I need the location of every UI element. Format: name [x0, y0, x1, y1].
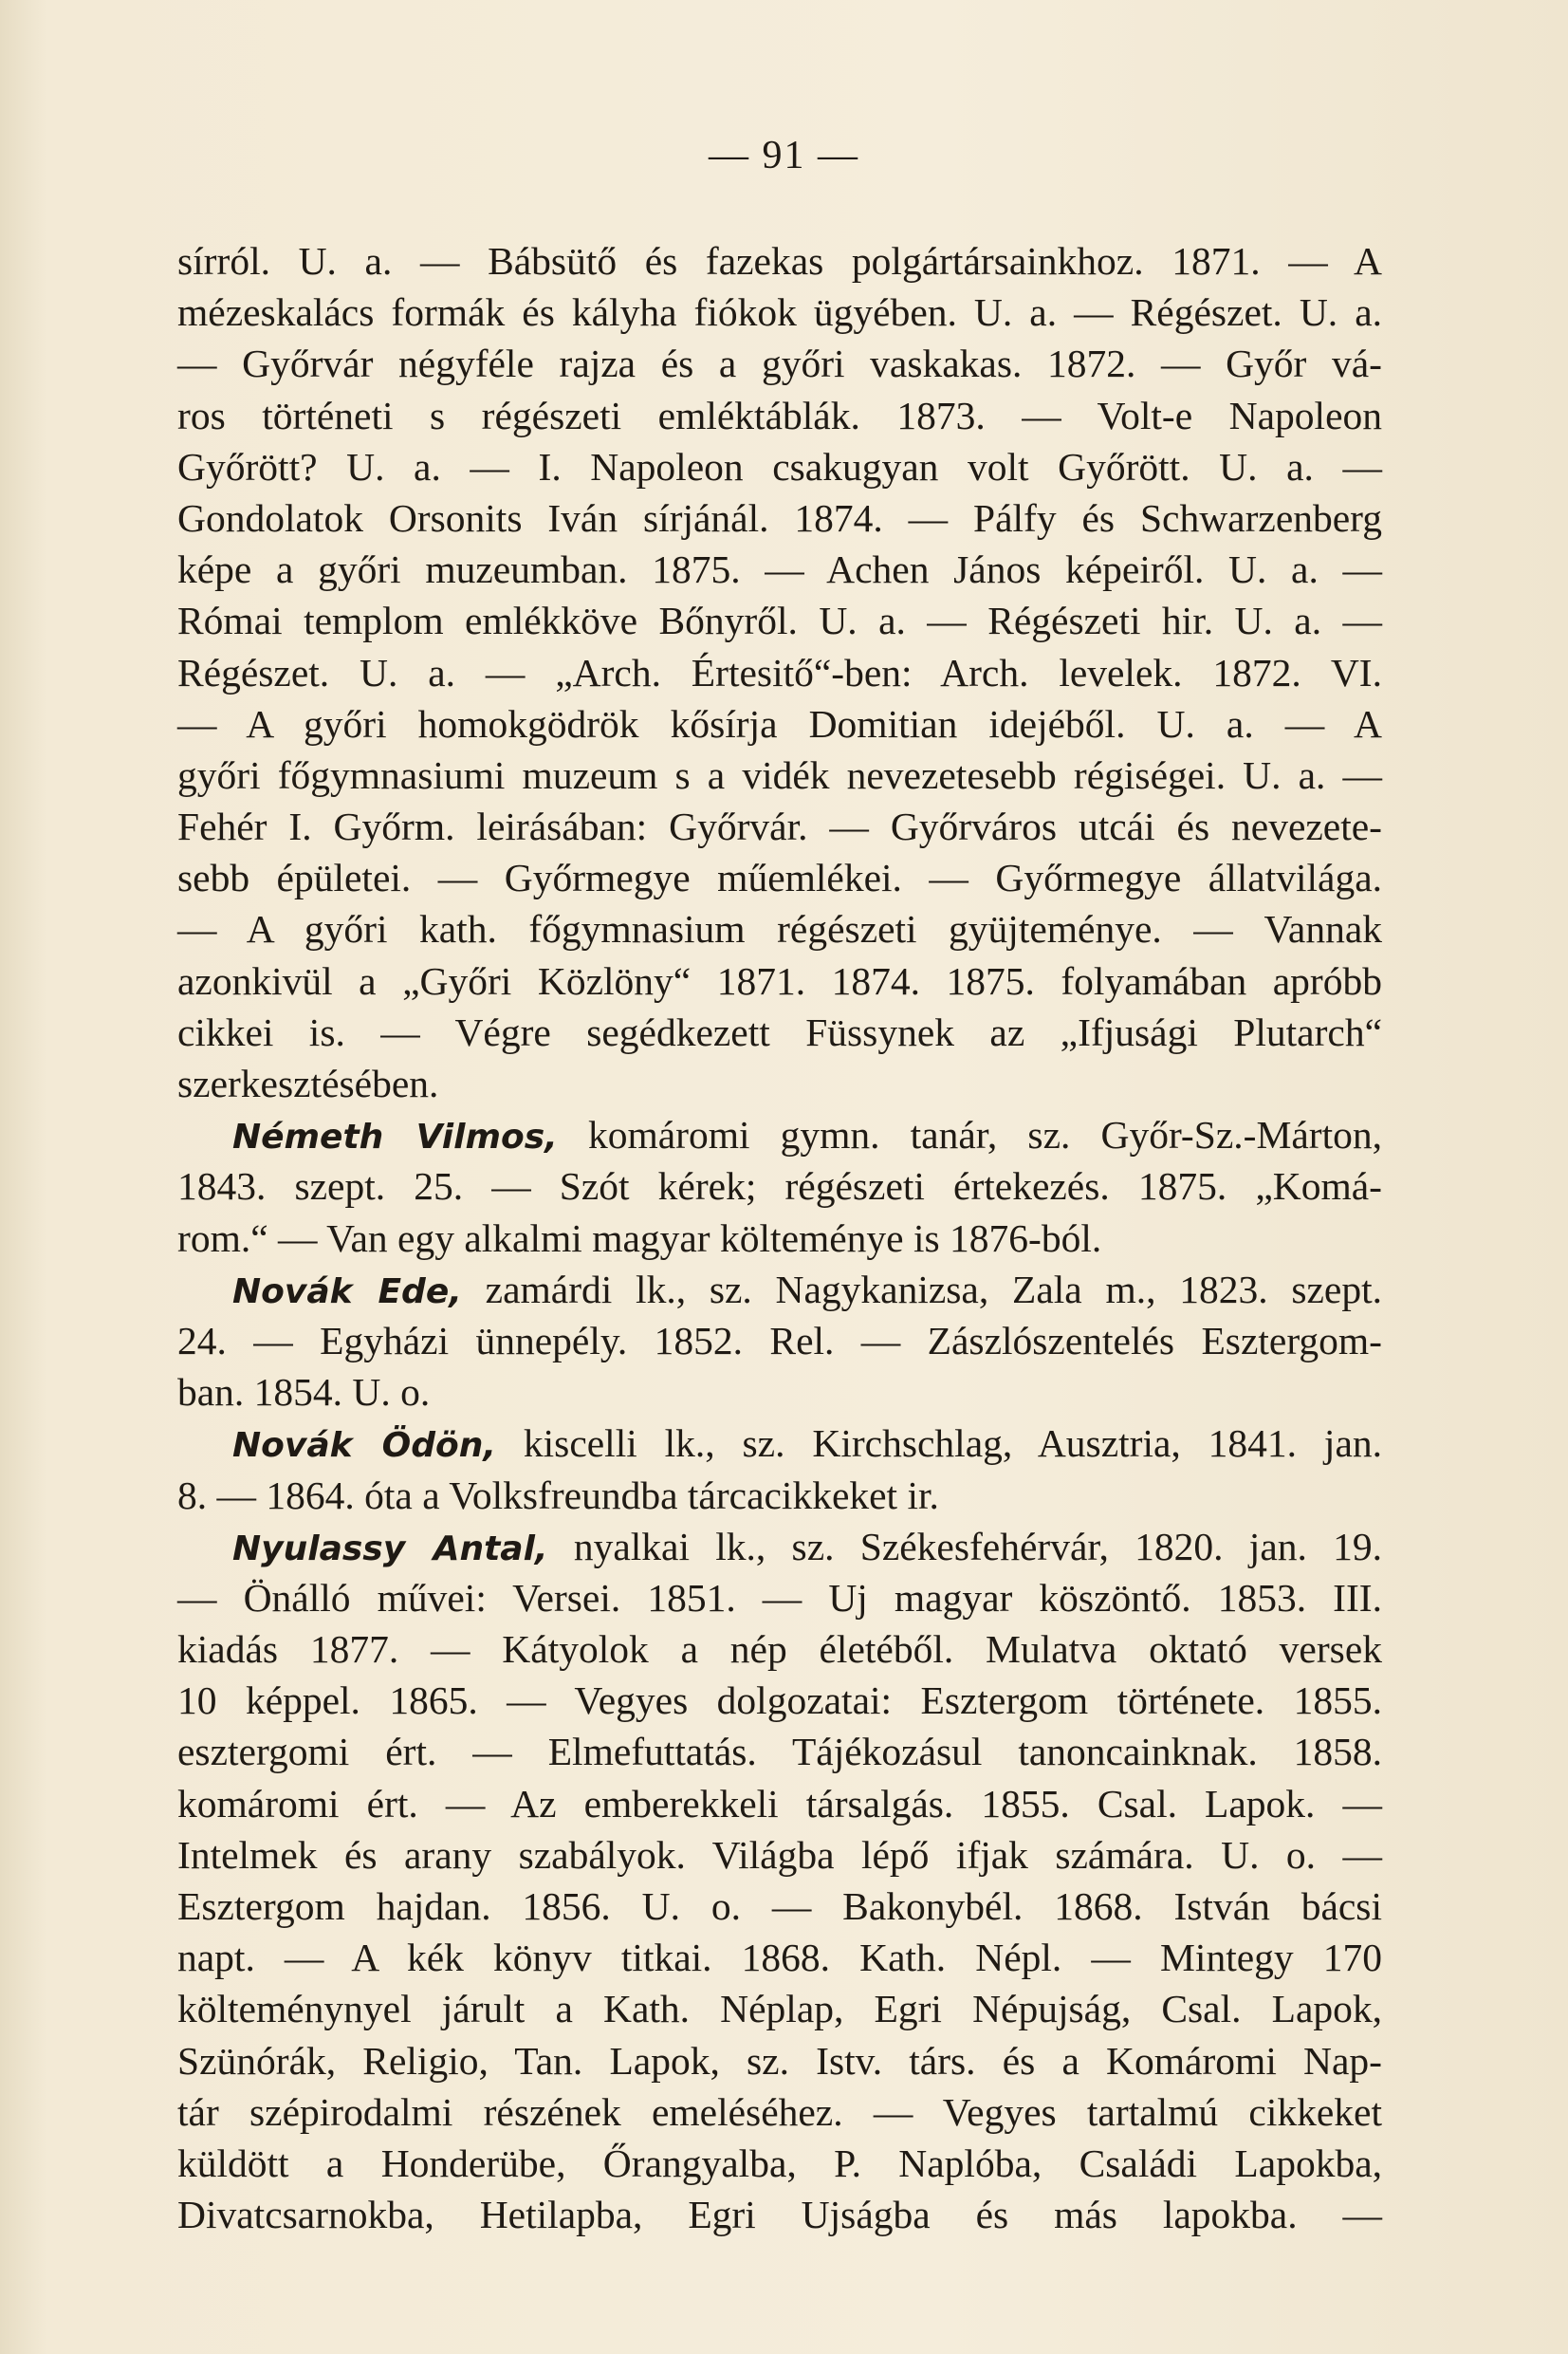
line-text: Római templom emlékköve Bőnyről. U. a. — Régészeti hir. U. a. —: [177, 599, 1382, 643]
line-text: 24. — Egyházi ünnepély. 1852. Rel. — Zászlószentelés Esztergom-: [177, 1318, 1382, 1362]
page-number: — 91 —: [709, 134, 859, 177]
line-text: 1843. szept. 25. — Szót kérek; régészeti értekezés. 1875. „Komá-: [177, 1164, 1382, 1209]
text-line: [177, 1007, 1382, 1058]
text-line: [177, 698, 1382, 750]
entry-name: Nyulassy Antal,: [232, 1529, 548, 1568]
line-text: azonkivül a „Győri Közlöny“ 1871. 1874. 1875. folyamában apróbb: [177, 958, 1382, 1003]
text-line: [177, 1160, 1382, 1212]
text-line: [177, 1829, 1382, 1881]
text-line: [177, 1366, 1382, 1418]
line-text: zamárdi lk., sz. Nagykanizsa, Zala m., 1823. szept.: [461, 1267, 1382, 1311]
line-text: Régészet. U. a. — „Arch. Értesitő“-ben: Arch. levelek. 1872. VI.: [177, 650, 1382, 695]
text-line: [177, 544, 1382, 595]
line-text: mézeskalács formák és kályha fiókok ügyében. U. a. — Régészet. U. a.: [177, 290, 1382, 335]
entry-first-line: [177, 1264, 1382, 1315]
text-line: [177, 441, 1382, 492]
text-line: [177, 338, 1382, 389]
text-line: [177, 2138, 1382, 2189]
entry-first-line: [177, 1109, 1382, 1160]
line-text: Szünórák, Religio, Tan. Lapok, sz. Istv. társ. és a Komáromi Nap-: [177, 2038, 1382, 2083]
line-text: sírról. U. a. — Bábsütő és fazekas polgártársainkhoz. 1871. — A: [177, 239, 1382, 283]
line-text: költeménynyel járult a Kath. Néplap, Egri Népujság, Csal. Lapok,: [177, 1987, 1382, 2031]
entry-name: Németh Vilmos,: [232, 1118, 558, 1158]
line-text: rom.“ — Van egy alkalmi magyar költeménye is 1876-ból.: [177, 1215, 1102, 1260]
line-text: komáromi gymn. tanár, sz. Győr-Sz.-Márton,: [557, 1113, 1382, 1158]
text-line: [177, 1315, 1382, 1366]
text-line: [177, 1213, 1382, 1264]
text-line: [177, 1983, 1382, 2034]
line-text: Intelmek és arany szabályok. Világba lépő ifjak számára. U. o. —: [177, 1832, 1382, 1877]
text-line: [177, 955, 1382, 1007]
text-line: [177, 801, 1382, 852]
text-line: [177, 235, 1382, 287]
line-text: 10 képpel. 1865. — Vegyes dolgozatai: Esztergom története. 1855.: [177, 1678, 1382, 1723]
line-text: Esztergom hajdan. 1856. U. o. — Bakonybél. 1868. István bácsi: [177, 1884, 1382, 1928]
entry-first-line: [177, 1521, 1382, 1572]
line-text: — A győri homokgödrök kősírja Domitian idejéből. U. a. — A: [177, 701, 1382, 746]
line-text: — A győri kath. főgymnasium régészeti gyüjteménye. — Vannak: [177, 907, 1382, 952]
line-text: esztergomi ért. — Elmefuttatás. Tájékozásul tanoncainknak. 1858.: [177, 1730, 1382, 1774]
body-text: [177, 235, 1382, 2240]
line-text: kiadás 1877. — Kátyolok a nép életéből. Mulatva oktató versek: [177, 1627, 1382, 1672]
line-text: Gondolatok Orsonits Iván sírjánál. 1874. — Pálfy és Schwarzenberg: [177, 495, 1382, 540]
line-text: — Önálló művei: Versei. 1851. — Uj magyar köszöntő. 1853. III.: [177, 1575, 1382, 1620]
entry-name: Novák Ede,: [232, 1271, 462, 1311]
text-line: [177, 1572, 1382, 1623]
line-text: 8. — 1864. óta a Volksfreundba tárcacikkeket ir.: [177, 1473, 939, 1517]
line-text: képe a győri muzeumban. 1875. — Achen János képeiről. U. a. —: [177, 547, 1382, 592]
text-line: [177, 1932, 1382, 1983]
text-line: [177, 750, 1382, 801]
line-text: komáromi ért. — Az emberekkeli társalgás. 1855. Csal. Lapok. —: [177, 1781, 1382, 1826]
line-text: kiscelli lk., sz. Kirchschlag, Ausztria, 1841. jan.: [496, 1421, 1382, 1466]
text-line: [177, 1881, 1382, 1932]
line-text: nyalkai lk., sz. Székesfehérvár, 1820. jan. 19.: [547, 1524, 1382, 1568]
line-text: cikkei is. — Végre segédkezett Füssynek az „Ifjusági Plutarch“: [177, 1010, 1382, 1054]
text-line: [177, 1470, 1382, 1521]
text-line: [177, 390, 1382, 441]
text-line: [177, 1726, 1382, 1777]
text-line: [177, 492, 1382, 544]
line-text: ban. 1854. U. o.: [177, 1370, 431, 1415]
text-line: [177, 2189, 1382, 2240]
line-text: Divatcsarnokba, Hetilapba, Egri Ujságba és más lapokba. —: [177, 2193, 1382, 2237]
text-line: [177, 2086, 1382, 2138]
text-line: [177, 1623, 1382, 1675]
text-line: [177, 852, 1382, 903]
text-line: [177, 1058, 1382, 1109]
text-line: [177, 595, 1382, 646]
line-text: győri főgymnasiumi muzeum s a vidék nevezetesebb régiségei. U. a. —: [177, 752, 1382, 797]
text-line: [177, 2035, 1382, 2086]
line-text: — Győrvár négyféle rajza és a győri vaskakas. 1872. — Győr vá-: [177, 342, 1382, 386]
line-text: tár szépirodalmi részének emeléséhez. — Vegyes tartalmú cikkeket: [177, 2089, 1382, 2134]
text-line: [177, 647, 1382, 698]
text-line: [177, 1778, 1382, 1829]
text-line: [177, 1675, 1382, 1726]
line-text: Győrött? U. a. — I. Napoleon csakugyan volt Győrött. U. a. —: [177, 444, 1382, 489]
line-text: szerkesztésében.: [177, 1062, 439, 1105]
text-line: [177, 903, 1382, 955]
line-text: Fehér I. Győrm. leirásában: Győrvár. — Győrváros utcái és nevezete-: [177, 805, 1382, 849]
entry-name: Novák Ödön,: [232, 1426, 497, 1466]
line-text: küldött a Honderübe, Őrangyalba, P. Naplóba, Családi Lapokba,: [177, 2141, 1382, 2185]
line-text: napt. — A kék könyv titkai. 1868. Kath. Népl. — Mintegy 170: [177, 1936, 1382, 1980]
line-text: sebb épületei. — Győrmegye műemlékei. — Győrmegye állatvilága.: [177, 856, 1382, 900]
entry-first-line: [177, 1418, 1382, 1469]
text-line: [177, 287, 1382, 338]
line-text: ros történeti s régészeti emléktáblák. 1873. — Volt-e Napoleon: [177, 393, 1382, 437]
